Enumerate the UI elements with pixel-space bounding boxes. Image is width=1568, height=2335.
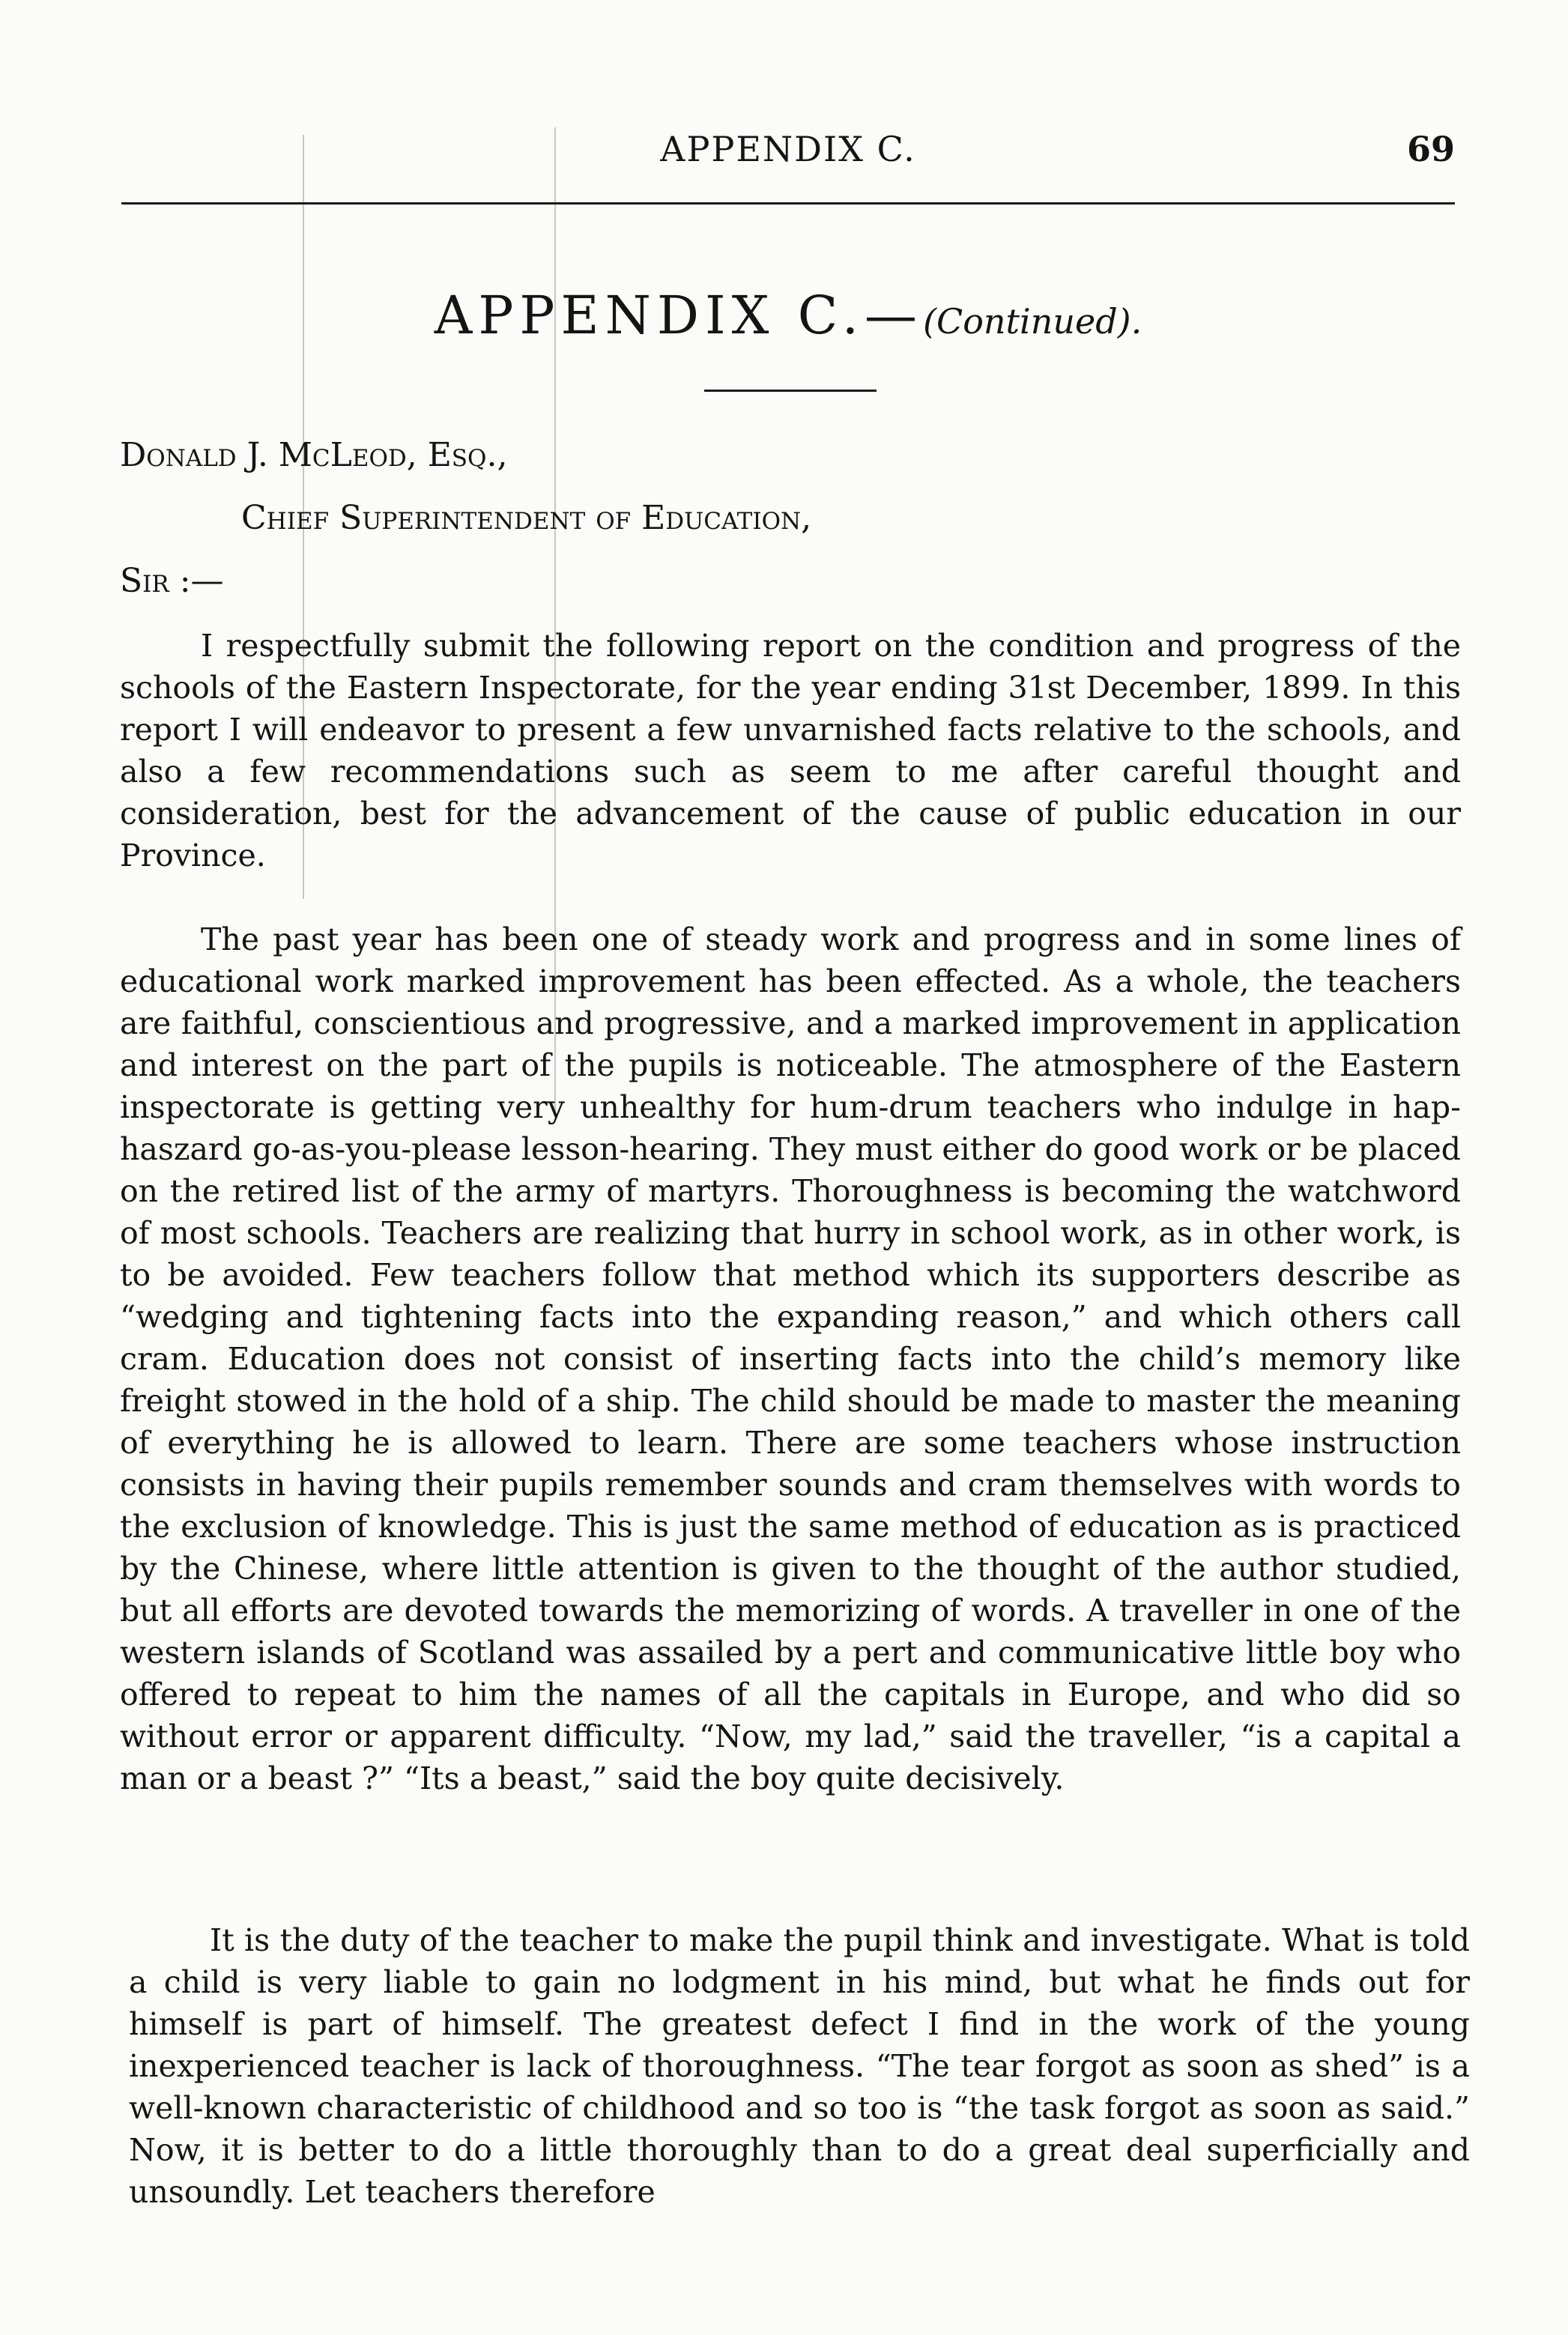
header-rule <box>121 202 1455 205</box>
title-main: APPENDIX C.— <box>434 285 924 346</box>
running-header <box>121 126 1455 178</box>
page-title <box>121 285 1455 346</box>
salutation: Sir :— <box>120 562 224 600</box>
paragraph-3: It is the duty of the teacher to make the pupil think and investigate. What is told a child is very liable to gain no lodgment in his mind, but what he finds out for himself is part of himself. The greatest defect I find in the work of the young inexperienced teacher is lack of thoroughness. “The tear forgot as soon as shed” is a well-known characteristic of childhood and so too is “the task forgot as soon as said.” Now, it is better to do a little thoroughly than to do a great deal superficially and unsoundly. Let teachers therefore <box>129 1922 1470 2210</box>
title-continued: (Continued). <box>923 301 1142 342</box>
paragraph-1: I respectfully submit the following report on the condition and progress of the schools of the Eastern Inspectorate, for the year ending 31st December, 1899. In this report I will endeavor to present a few unvarnished facts relative to the schools, and also a few recommendations such as seem to me after careful thought and consideration, best for the advancement of the cause of public education in our Province. <box>120 628 1461 873</box>
paragraph-2: The past year has been one of steady work and progress and in some lines of educational work marked improvement has been effected. As a whole, the teachers are faithful, conscientious and progressive, and a marked improvement in application and interest on the part of the pupils is noticeable. The atmosphere of the Eastern inspectorate is getting very unhealthy for hum-drum teachers who indulge in hap-haszard go-as-you-please lesson-hearing. They must either do good work or be placed on the retired list of the army of martyrs. Thoroughness is becoming the watchword of most schools. Teachers are realizing that hurry in school work, as in other work, is to be avoided. Few teachers follow that method which its supporters describe as “wedging and tightening facts into the expanding reason,” and which others call cram. Education does not consist of inserting facts into the child’s memory like freight stowed in the hold of a ship. The child should be made to master the meaning of everything he is allowed to learn. There are some teachers whose instruction consists in having their pupils remember sounds and cram themselves with words to the exclusion of knowledge. This is just the same method of education as is practiced by the Chinese, where little attention is given to the thought of the author studied, but all efforts are devoted towards the memorizing of words. A traveller in one of the western islands of Scotland was assailed by a pert and communicative little boy who offered to repeat to him the names of all the capitals in Europe, and who did so without error or apparent difficulty. “Now, my lad,” said the traveller, “is a capital a man or a beast ?” “Its a beast,” said the boy quite decisively. <box>120 921 1461 1796</box>
page-number: 69 <box>1406 129 1455 169</box>
running-title: APPENDIX C. <box>660 129 916 169</box>
addressee-name: Donald J. McLeod, Esq., <box>120 436 508 474</box>
title-rule <box>704 390 877 392</box>
addressee-title: Chief Superintendent of Education, <box>241 499 812 537</box>
